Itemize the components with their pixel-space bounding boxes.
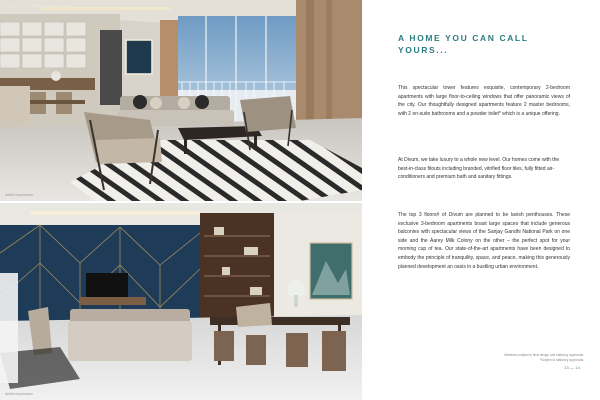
page-number: 13 — 14 bbox=[564, 366, 580, 370]
photo-section-tag: DIVUM · CONNECTED LIVING bbox=[5, 3, 71, 8]
footnote-line: *Subject to statutory approvals. bbox=[539, 357, 584, 362]
dining-room-photo bbox=[0, 203, 362, 400]
footnote bbox=[362, 353, 584, 362]
text-panel bbox=[362, 0, 600, 400]
page-headline: A HOME YOU CAN CALL YOURS... bbox=[398, 33, 529, 55]
footnote-line: Attributes subject to final design and statutory approvals. bbox=[504, 353, 584, 357]
body-paragraph: This spectacular tower features exquisite, contemporary 2-bedroom apartments with large floor-to-ceiling windows that offer panoramic views of the city. Our thoughtfully designed apartments feature 2 master bedrooms, with 2 en-suite bathrooms and a powder toilet* which is a unique offering. bbox=[398, 85, 570, 117]
living-room-photo bbox=[0, 0, 362, 201]
body-paragraph: At Divum, we take luxury to a whole new level. Our homes come with the best-in-class fitouts including branded, vitrified floor tiles, fully fitted air-conditioners and premium bath and sanitary fittings. bbox=[398, 157, 560, 181]
photo-caption: Artist's impression bbox=[5, 193, 34, 197]
body-paragraph: The top 3 floors# of Divum are planned to be lavish penthouses. These exclusive 3-bedroom apartments boast large spaces that include generous balconies with spectacular views of the Sanjay Gandhi National Park on one side and the Aarey Milk Colony on the other – the perfect spot for your morning cup of tea. Our state-of-the-art apartments have been designed to embody the principle of tranquility, space, and peace, making this generously planned development an oasis in a bustling urban environment. bbox=[398, 212, 570, 270]
photo-caption: Artist's impression bbox=[5, 392, 34, 396]
